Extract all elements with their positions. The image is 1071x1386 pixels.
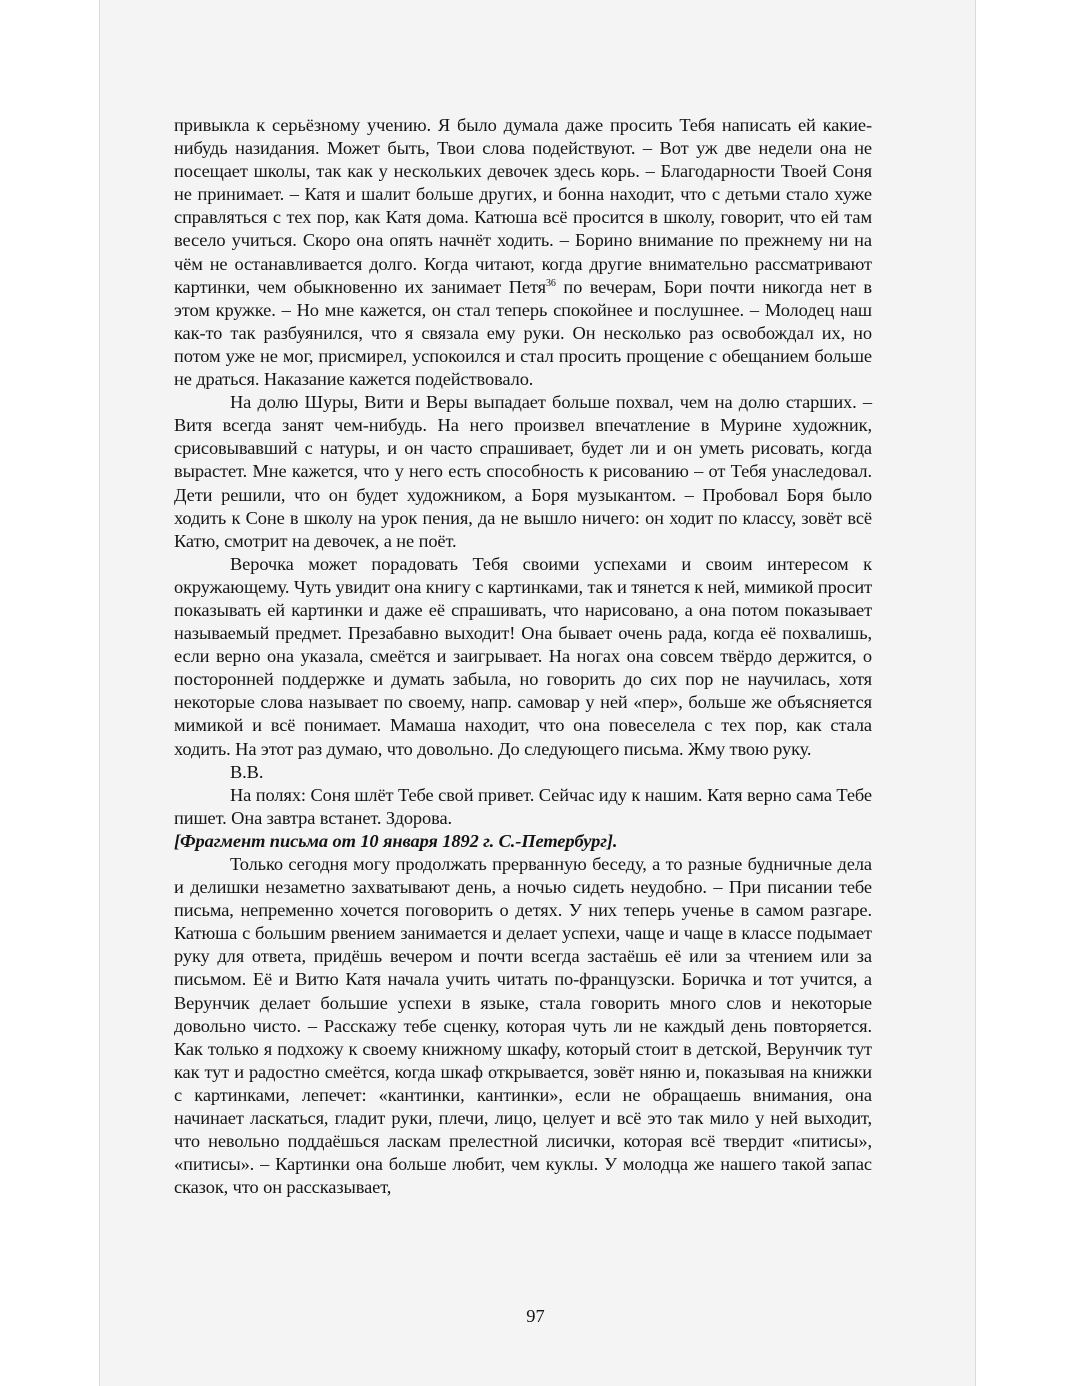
paragraph: Только сегодня могу продолжать прерванную беседу, а то разные будничные дела и делишки незаметно захватывают день, а ночью сидеть неудобно. – При писании тебе письма, непременно хочется поговорить о детях. У них теперь ученье в самом разгаре. Катюша с большим рвением занимается и делает успехи, чаще и чаще в классе подымает руку для ответа, придёшь вечером и почти всегда застаёшь её или за чтением или за письмом. Её и Витю Катя начала учить читать по-французски. Боричка и тот учится, а Верунчик делает большие успехи в языке, стала говорить много слов и некоторые довольно чисто. – Расскажу тебе сценку, которая чуть ли не каждый день повторяется. Как только я подхожу к своему книжному шкафу, который стоит в детской, Верунчик тут как тут и радостно смеётся, когда шкаф открывается, зовёт няню и, показывая на книжки с картинками, лепечет: «кантинки, кантинки», если не обращаешь внимания, она начинает ласкаться, гладит руки, плечи, лицо, целует и всё это так мило у ней выходит, что невольно поддаёшься ласкам прелестной лисички, которая всё твердит «питисы», «питисы». – Картинки она больше любит, чем куклы. У молодца же нашего такой запас сказок, что он рассказывает, [174,854,872,1198]
paragraph: На долю Шуры, Вити и Веры выпадает больше похвал, чем на долю старших. – Витя всегда занят чем-нибудь. На него произвел впечатление в Мурине художник, срисовывавший с натуры, и он часто спрашивает, будет ли и он уметь рисовать, когда вырастет. Мне кажется, что у него есть способность к рисованию – от Тебя унаследовал. Дети решили, что он будет художником, а Боря музыкантом. – Пробовал Боря было ходить к Соне в школу на урок пения, да не вышло ничего: он ходит по классу, зовёт всё Катю, смотрит на девочек, а не поёт. [174,392,872,551]
signature: В.В. [230,761,264,782]
fragment-heading: [Фрагмент письма от 10 января 1892 г. С.-Петербург]. [174,830,618,851]
paragraph-text: привыкла к серьёзному учению. Я было думала даже просить Тебя написать ей какие-нибудь назидания. Может быть, Твои слова подействуют. – Вот уж две недели она не посещает школы, так как у нескольких девочек здесь корь. – Благодарности Твоей Соня не принимает. – Катя и шалит больше других, и бонна находит, что с детьми стало хуже справляться с тех пор, как Катя дома. Катюша всё просится в школу, говорит, что ей там весело учиться. Скоро она опять начнёт ходить. – Борино внимание по прежнему ни на чём не останавливается долго. Когда читают, когда другие внимательно рассматривают картинки, чем обыкновенно их занимает Петя [174,115,872,297]
page-body [174,114,872,1199]
footnote-marker[interactable]: 36 [546,277,556,289]
paragraph-margin-note: На полях: Соня шлёт Тебе свой привет. Сейчас иду к нашим. Катя верно сама Тебе пишет. Она завтра встанет. Здорова. [174,784,872,828]
paragraph: Верочка может порадовать Тебя своими успехами и своим интересом к окружающему. Чуть увидит она книгу с картинками, так и тянется к ней, мимикой просит показывать ей картинки и даже её спрашивать, что нарисовано, а она потом показывает называемый предмет. Презабавно выходит! Она бывает очень рада, когда её похвалишь, если верно она указала, смеётся и заигрывает. На ногах она совсем твёрдо держится, о посторонней поддержке и думать забыла, но говорить до сих пор не научилась, хотя некоторые слова называет по своему, напр. самовар у ней «пер», больше же объясняется мимикой и всё понимает. Мамаша находит, что она повеселела с тех пор, как стала ходить. На этот раз думаю, что довольно. До следующего письма. Жму твою руку. [174,553,873,759]
paragraph-continued [174,114,872,391]
paragraph-text: по вечерам, Бори почти никогда нет в этом кружке. – Но мне кажется, он стал теперь спокойнее и послушнее. – Молодец наш как-то так разбуянился, что я связала ему руки. Он несколько раз освобождал их, но потом уже не мог, присмирел, успокоился и стал просить прощение с обещанием больше не драться. Наказание кажется подействовало. [174,276,872,390]
page-number: 97 [526,1306,545,1326]
